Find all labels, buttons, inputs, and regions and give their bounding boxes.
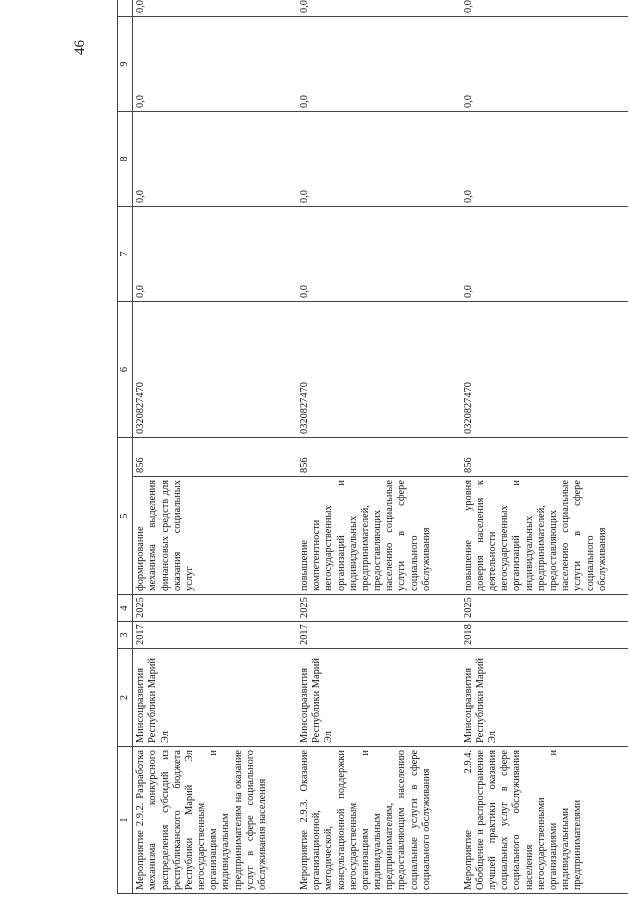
table-row xyxy=(461,0,628,894)
gov-code-cell: 856 xyxy=(461,437,628,476)
header-row xyxy=(118,0,133,894)
value-cell-7: 0,0 xyxy=(133,206,297,301)
value-cell-8: 0,0 xyxy=(297,111,461,206)
page-number: 46 xyxy=(72,40,88,55)
event-cell: Мероприятие 2.9.4. Обобщение и распространение лучшей практики оказания социальных услуг в сфере социального обслуживания населения негосударственными организациями и индивидуальными предпринимателями xyxy=(461,747,628,894)
value-cell-10: 0,0 xyxy=(461,0,628,16)
result-cell: повышение компетентности негосударственных организаций и индивидуальных предпринимателей, предоставляющих населению социальные услуги в сфере социального обслуживания xyxy=(297,477,461,595)
value-cell-8: 0,0 xyxy=(461,111,628,206)
col-header-9: 9 xyxy=(118,16,133,111)
value-cell-7: 0,0 xyxy=(297,206,461,301)
col-header-10 xyxy=(118,0,133,16)
table-row xyxy=(297,0,461,894)
col-header-2: 2 xyxy=(118,649,133,747)
col-header-3: 3 xyxy=(118,622,133,649)
value-cell-9: 0,0 xyxy=(297,16,461,111)
col-header-6: 6 xyxy=(118,301,133,437)
table-row xyxy=(133,0,297,894)
gov-code-cell: 856 xyxy=(133,437,297,476)
target-code-cell: 0320827470 xyxy=(461,301,628,437)
rotated-table-wrapper xyxy=(117,0,628,894)
start-year-cell: 2017 xyxy=(297,622,461,649)
value-cell-8: 0,0 xyxy=(133,111,297,206)
col-header-1: 1 xyxy=(118,747,133,894)
target-code-cell: 0320827470 xyxy=(133,301,297,437)
col-header-7: 7 xyxy=(118,206,133,301)
start-year-cell: 2017 xyxy=(133,622,297,649)
end-year-cell: 2025 xyxy=(133,595,297,622)
event-cell: Мероприятие 2.9.3. Оказание организационной, методической, консультационной поддержки негосударственным организациям и индивидуальным предпринимателям, предоставляющим населению социальные услуги в сфере социального обслуживания xyxy=(297,747,461,894)
end-year-cell: 2025 xyxy=(297,595,461,622)
value-cell-7: 0,0 xyxy=(461,206,628,301)
executor-cell: Минсоцразвития Республики Марий Эл xyxy=(133,649,297,747)
result-cell: повышение уровня доверия населения к деятельности негосударственных организаций и индивидуальных предпринимателей, предоставляющих населению социальные услуги в сфере социального обслуживания xyxy=(461,477,628,595)
col-header-4: 4 xyxy=(118,595,133,622)
end-year-cell: 2025 xyxy=(461,595,628,622)
value-cell-10: 0,0 xyxy=(297,0,461,16)
col-header-5: 5 xyxy=(118,437,133,594)
event-cell: Мероприятие 2.9.2. Разработка механизма конкурсного распределения субсидий из республиканского бюджета Республики Марий Эл негосударственным организациям и индивидуальным предпринимателям на оказание услуг в сфере социального обслуживания населения xyxy=(133,747,297,894)
program-activities-table xyxy=(117,0,628,894)
value-cell-9: 0,0 xyxy=(133,16,297,111)
value-cell-9: 0,0 xyxy=(461,16,628,111)
result-cell: формирование механизма выделения финансовых средств для оказания социальных услуг xyxy=(133,477,297,595)
executor-cell: Минсоцразвития Республики Марий Эл xyxy=(297,649,461,747)
start-year-cell: 2018 xyxy=(461,622,628,649)
value-cell-10: 0,0 xyxy=(133,0,297,16)
col-header-8: 8 xyxy=(118,111,133,206)
target-code-cell: 0320827470 xyxy=(297,301,461,437)
executor-cell: Минсоцразвития Республики Марий Эл xyxy=(461,649,628,747)
gov-code-cell: 856 xyxy=(297,437,461,476)
